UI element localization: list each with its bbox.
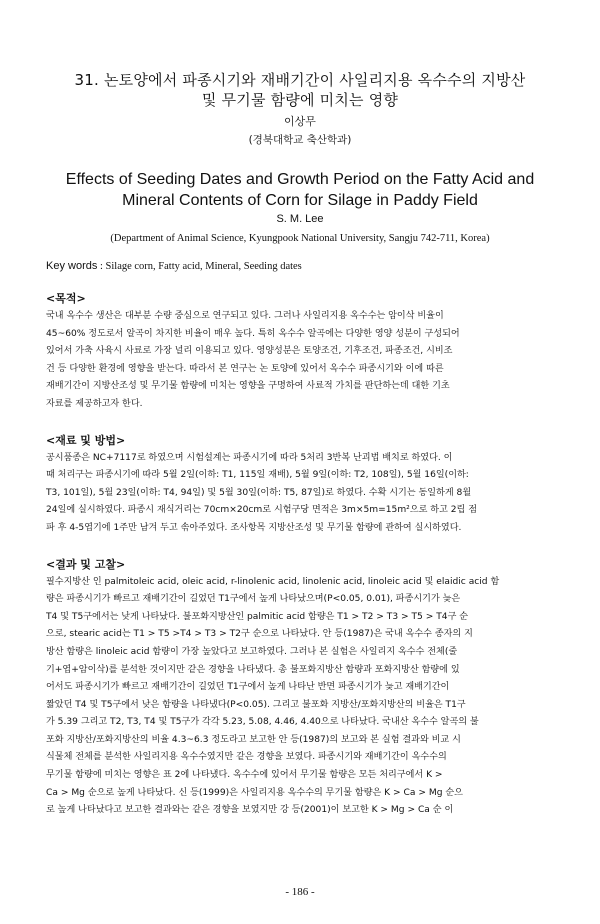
section-body-methods <box>46 450 554 538</box>
korean-title-line-2: 및 무기물 함량에 미치는 영향 <box>201 91 399 109</box>
text-line: 자료를 제공하고자 한다. <box>46 398 143 409</box>
english-affiliation: (Department of Animal Science, Kyungpook National University, Sangju 742-711, Korea) <box>110 233 490 244</box>
page-number: - 186 - <box>285 886 315 898</box>
korean-title-line-1: 31. 논토양에서 파종시기와 재배기간이 사일리지용 옥수수의 지방산 <box>74 71 526 89</box>
english-title-line-2: Mineral Contents of Corn for Silage in Paddy Field <box>122 192 478 209</box>
english-title <box>46 169 554 211</box>
text-line: 45~60% 정도로서 알곡이 차지한 비율이 매우 높다. 특히 옥수수 알곡에는 다양한 영양 성분이 구성되어 <box>46 328 460 339</box>
keywords-text: : Silage corn, Fatty acid, Mineral, Seeding dates <box>97 261 302 272</box>
section-title-methods: <재료 및 방법> <box>46 433 126 447</box>
text-line: 국내 옥수수 생산은 대부분 수량 중심으로 연구되고 있다. 그러나 사일리지용 옥수수는 암이삭 비율이 <box>46 311 444 321</box>
section-title-results: <결과 및 고찰> <box>46 557 126 571</box>
section-title-purpose: <목적> <box>46 292 86 305</box>
text-line: 으로, stearic acid는 T1 > T5 >T4 > T3 > T2구 순으로 나타났다. 안 등(1987)은 국내 옥수수 종자의 지 <box>46 629 473 640</box>
text-line: 어서도 파종시기가 빠르고 재배기간이 길었던 T1구에서 높게 나타난 반면 파종시기가 늦고 재배기간이 <box>46 682 450 693</box>
text-line: 건 등 다양한 환경에 영향을 받는다. 따라서 본 연구는 논 토양에 있어서 옥수수 파종시기와 이에 따른 <box>46 363 444 374</box>
text-line: 량은 파종시기가 빠르고 재배기간이 길었던 T1구에서 높게 나타났으며(P<0.05, 0.01), 파종시기가 늦은 <box>46 594 461 605</box>
text-line: 24일에 실시하였다. 파종시 재식거리는 70cm×20cm로 시험구당 면적은 3m×5m=15m²으로 하고 2립 점 <box>46 505 477 516</box>
text-line: 공시품종은 NC+7117로 하였으며 시험설계는 파종시기에 따라 5처리 3반복 난괴법 배치로 하였다. 이 <box>46 452 453 463</box>
section-body-results <box>46 574 554 820</box>
text-line: 식물체 전체를 분석한 사일리지용 옥수수였지만 같은 경향을 보였다. 파종시기와 재배기간이 옥수수의 <box>46 752 447 763</box>
text-line: 짧았던 T4 및 T5구에서 낮은 함량을 나타냈다(P<0.05). 그리고 불포화 지방산/포화지방산의 비율은 T1구 <box>46 699 466 710</box>
english-title-line-1: Effects of Seeding Dates and Growth Period on the Fatty Acid and <box>65 171 535 188</box>
text-line: 포화 지방산/포화지방산의 비율 4.3~6.3 정도라고 보고한 안 등(1987)의 보고와 본 실험 결과와 비교 시 <box>46 734 461 745</box>
korean-author: 이상무 <box>284 115 316 128</box>
text-line: 무기물 함량에 미치는 영향은 표 2에 나타냈다. 옥수수에 있어서 무기물 함량은 모든 처리구에서 K > <box>46 770 443 781</box>
paper-page <box>0 70 600 924</box>
text-line: 방산 함량은 linoleic acid 함량이 가장 높았다고 보고하였다. 그러나 본 실험은 사일리지 옥수수 전체(줄 <box>46 646 458 657</box>
text-line: T4 및 T5구에서는 낮게 나타났다. 불포화지방산인 palmitic acid 함량은 T1 > T2 > T3 > T5 > T4구 순 <box>46 611 469 622</box>
english-author: S. M. Lee <box>276 213 324 225</box>
text-line: T3, 101일), 5월 23일(이하: T4, 94일) 및 5월 30일(이하: T5, 87일)로 하였다. 수확 시기는 동일하게 8월 <box>46 487 472 498</box>
text-line: 로 높게 나타났다고 보고한 결과와는 같은 경향을 보였지만 강 등(2001)이 보고한 K > Mg > Ca 순 이 <box>46 805 454 816</box>
section-body-purpose <box>46 308 554 414</box>
text-line: 재배기간이 지방산조성 및 무기물 함량에 미치는 영향을 구명하여 사료적 가치를 판단하는데 대한 기초 <box>46 381 450 392</box>
keywords <box>46 260 554 272</box>
text-line: 가 5.39 그리고 T2, T3, T4 및 T5구가 각각 5.23, 5.08, 4.46, 4.40으로 나타났다. 국내산 옥수수 알곡의 불 <box>46 717 479 728</box>
text-line: 필수지방산 인 palmitoleic acid, oleic acid, r-linolenic acid, linolenic acid, linoleic acid 및 elaidic acid 함 <box>46 576 500 587</box>
text-line: 때 처리구는 파종시기에 따라 5월 2일(이하: T1, 115일 재배), 5월 9일(이하: T2, 108일), 5월 16일(이하: <box>46 470 469 481</box>
text-line: 파 후 4-5엽기에 1주만 남겨 두고 솎아주었다. 조사항목 지방산조성 및 무기물 함량에 관하여 실시하였다. <box>46 522 462 533</box>
text-line: Ca > Mg 순으로 높게 나타났다. 신 등(1999)은 사일리지용 옥수수의 무기물 함량은 K > Ca > Mg 순으 <box>46 787 463 798</box>
korean-title <box>46 70 554 110</box>
korean-affiliation: (경북대학교 축산학과) <box>248 134 352 146</box>
keywords-label: Key words <box>46 260 98 272</box>
text-line: 기+엽+암이삭)를 분석한 것이지만 같은 경향을 나타냈다. 총 불포화지방산 함량과 포화지방산 함량에 있 <box>46 664 460 675</box>
text-line: 있어서 가축 사육시 사료로 가장 널리 이용되고 있다. 영양성분은 토양조건, 기후조건, 파종조건, 시비조 <box>46 346 453 357</box>
